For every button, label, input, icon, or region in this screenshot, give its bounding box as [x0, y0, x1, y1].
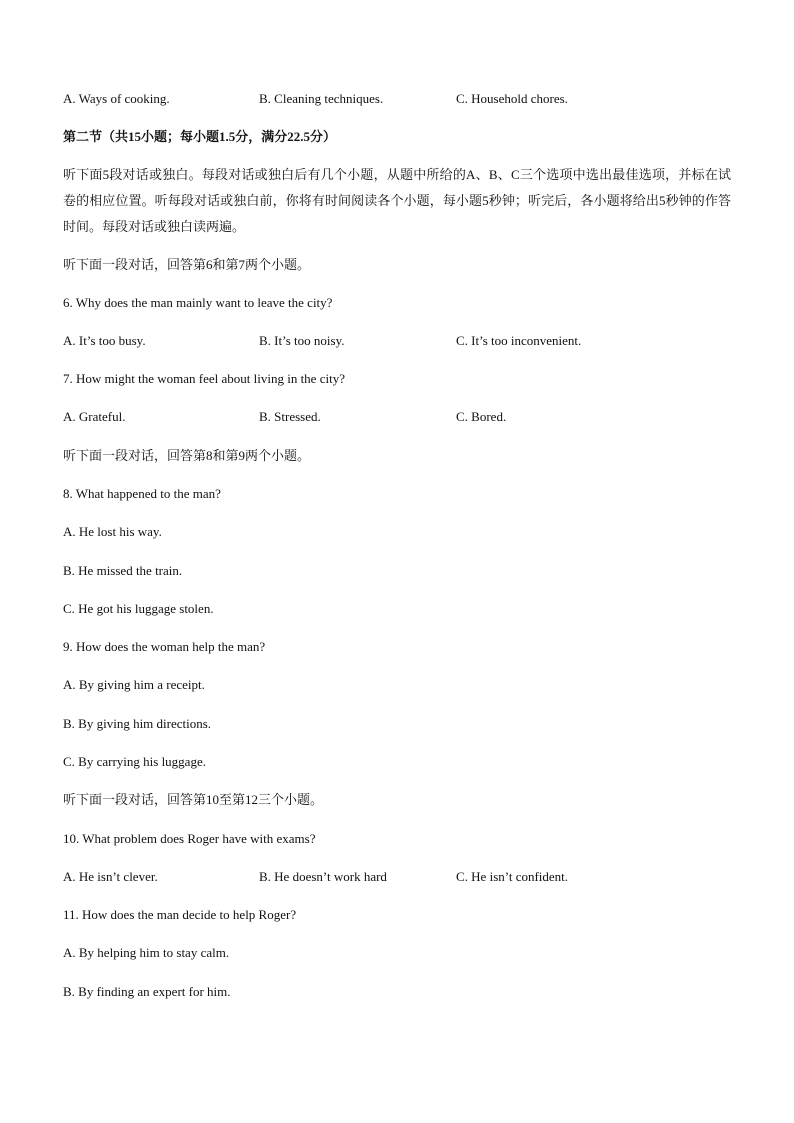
q9-option-c: C. By carrying his luggage. [63, 754, 206, 769]
q8-option-b: B. He missed the train. [63, 563, 183, 578]
q10-options [63, 869, 743, 885]
q9-option-a: A. By giving him a receipt. [63, 677, 205, 692]
q10-option-b: B. He doesn’t work hard [259, 869, 387, 884]
question-6: 6. Why does the man mainly want to leave the city? [63, 295, 333, 310]
q8-option-a: A. He lost his way. [63, 524, 162, 539]
q11-option-a: A. By helping him to stay calm. [63, 945, 230, 960]
q7-option-a: A. Grateful. [63, 409, 126, 424]
q10-option-c: C. He isn’t confident. [456, 869, 569, 884]
q6-options [63, 333, 743, 349]
q5-options [63, 91, 743, 107]
q6-option-b: B. It’s too noisy. [259, 333, 345, 348]
q5-option-b: B. Cleaning techniques. [259, 91, 384, 106]
dialogue-intro-6-7: 听下面一段对话，回答第6和第7两个小题。 [63, 257, 311, 272]
section-instructions: 听下面5段对话或独白。每段对话或独白后有几个小题，从题中所给的A、B、C三个选项中选出最佳选项，并标在试卷的相应位置。听每段对话或独白前，你将有时间阅读各个小题，每小题5秒钟；听完后，各小题将给出5秒钟的作答时间。每段对话或独白读两遍。 [63, 167, 731, 234]
q6-option-a: A. It’s too busy. [63, 333, 146, 348]
section-heading: 第二节（共15小题；每小题1.5分，满分22.5分） [63, 129, 337, 144]
q7-option-c: C. Bored. [456, 409, 507, 424]
question-10: 10. What problem does Roger have with exams? [63, 831, 316, 846]
question-9: 9. How does the woman help the man? [63, 639, 266, 654]
q7-options [63, 409, 743, 425]
q6-option-c: C. It’s too inconvenient. [456, 333, 582, 348]
q9-option-b: B. By giving him directions. [63, 716, 212, 731]
q5-option-c: C. Household chores. [456, 91, 568, 106]
q7-option-b: B. Stressed. [259, 409, 321, 424]
q8-option-c: C. He got his luggage stolen. [63, 601, 214, 616]
question-8: 8. What happened to the man? [63, 486, 221, 501]
dialogue-intro-10-12: 听下面一段对话，回答第10至第12三个小题。 [63, 792, 324, 807]
q10-option-a: A. He isn’t clever. [63, 869, 158, 884]
dialogue-intro-8-9: 听下面一段对话，回答第8和第9两个小题。 [63, 448, 311, 463]
q11-option-b: B. By finding an expert for him. [63, 984, 231, 999]
q5-option-a: A. Ways of cooking. [63, 91, 170, 106]
question-7: 7. How might the woman feel about living in the city? [63, 371, 345, 386]
question-11: 11. How does the man decide to help Roger? [63, 907, 297, 922]
